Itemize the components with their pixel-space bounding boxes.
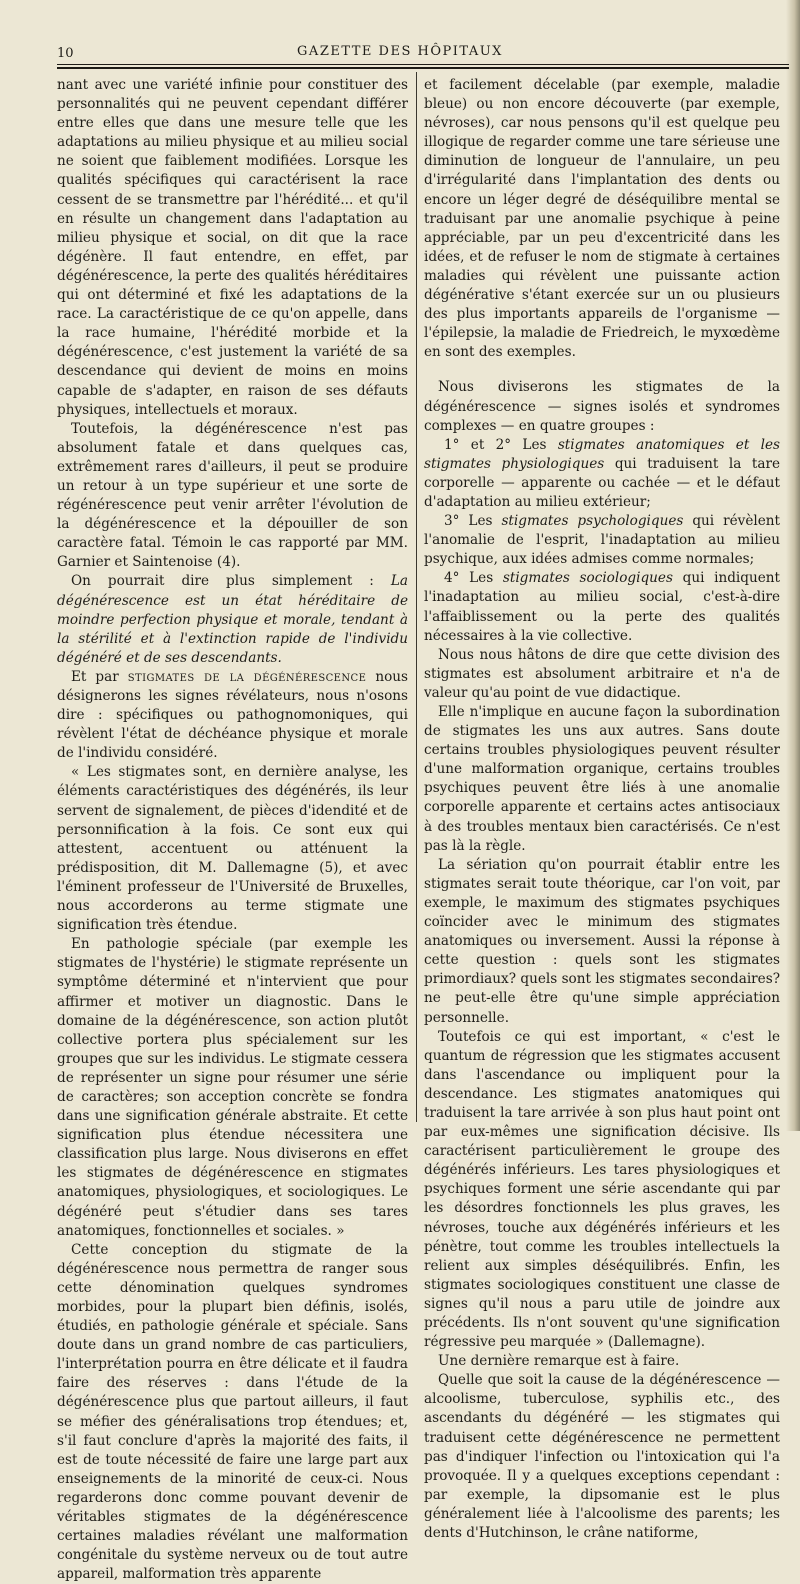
paragraph-definition: [57, 572, 408, 667]
header-rule-thick: [57, 67, 789, 69]
list-lead: 3° Les: [444, 513, 502, 530]
paragraph: En pathologie spéciale (par exemple les stigmates de l'hystérie) le stigmate représente un symptôme déterminé et n'intervient que pour affirmer et motiver un diagnostic. Dans le domaine de la dégénérescence, son action plutôt collective portera plus spécialement sur les groupes que sur les individus. Le stigmate cessera de représenter un signe pour résumer une série de caractères; son acception concrète se fondra dans une signification générale abstraite. Et cette signification plus étendue nécessitera une classification plus large. Nous diviserons en effet les stigmates de dégénérescence en stigmates anatomiques, physiologiques, et sociologiques. Le dégénéré peut s'étudier dans ses tares anatomiques, fonctionnelles et sociales. »: [57, 936, 408, 1239]
paragraph: Toutefois, la dégénérescence n'est pas absolument fatale et dans quelques cas, extrêmement rares d'ailleurs, il peut se produire un retour à un type supérieur et une sorte de régénérescence peut venir arrêter l'évolution de la dégénérescence et la dépouiller de son caractère fatal. Témoin le cas rapporté par MM. Garnier et Saintenoise (4).: [57, 420, 408, 571]
right-column: [424, 76, 780, 1543]
list-item-groups-1-2: [424, 436, 780, 512]
paragraph: Cette conception du stigmate de la dégénérescence nous permettra de ranger sous cette dénomination quelques syndromes morbides, pour la plupart bien définis, isolés, étudiés, en pathologie générale et spéciale. Sans doute dans un grand nombre de cas particuliers, l'interprétation pourra en être délicate et il faudra faire des réserves : dans l'étude de la dégénérescence plus que partout ailleurs, il faut se méfier des généralisations trop étendues; et, s'il faut conclure d'après la majorité des faits, il est de toute nécessité de faire une large part aux enseignements de la minorité de ceux-ci. Nous regarderons donc comme pouvant devenir de véritables stigmates de la dégénérescence certaines maladies révélant une malformation congénitale du système nerveux ou de tout autre appareil, malformation très apparente: [57, 1241, 408, 1583]
list-rest: qui révèlent l'anomalie de l'esprit, l'inadaptation au milieu psychique, aux idées admises comme normales;: [424, 513, 781, 568]
italic-definition: La dégénérescence est un état héréditaire de moindre perfection physique et morale, tendant à la stérilité et à l'extinction rapide de l'individu dégénéré et de ses descendants.: [57, 573, 408, 666]
italic-term: stigmates anatomiques et les stigmates physiologiques: [424, 436, 780, 472]
paragraph-quote: « Les stigmates sont, en dernière analyse, les éléments caractéristiques des dégénérés, ils leur servent de signalement, de pièces d'idendité et de personnification à la fois. Ce sont eux qui attestent, accentuent ou atténuent la prédisposition, dit M. Dallemagne (5), et avec l'éminent professeur de l'Université de Bruxelles, nous accorderons au terme stigmate une signification très étendue.: [57, 764, 408, 934]
page-number: 10: [57, 46, 74, 61]
paragraph-quote: Toutefois ce qui est important, « c'est le quantum de régression que les stigmates accusent dans l'ascendance ou impliquent pour la descendance. Les stigmates anatomiques qui traduisent la tare arrivée à son plus haut point ont par eux-mêmes une signification décisive. Ils caractérisent particulièrement le groupe des dégénérés inférieurs. Les tares physiologiques et psychiques forment une série ascendante qui par les désordres fonctionnels les plus graves, les névroses, touche aux dégénérés inférieurs et les pénètre, tout comme les troubles intellectuels la relient aux simples déséquilibrés. Enfin, les stigmates sociologiques constituent une classe de signes qu'il nous a paru utile de joindre aux précédents. Ils n'ont souvent qu'une signification régressive peu marquée » (Dallemagne).: [424, 1028, 780, 1351]
list-item-group-3: [424, 512, 780, 569]
running-head-title: GAZETTE DES HÔPITAUX: [297, 44, 503, 59]
italic-term: stigmates sociologiques: [502, 570, 673, 587]
paragraph: La sériation qu'on pourrait établir entre les stigmates serait toute théorique, car l'on voit, par exemple, le maximum des stigmates psychiques coïncider avec le minimum des stigmates anatomiques ou inversement. Aussi la réponse à cette question : quels sont les stigmates primordiaux? quels sont les stigmates secondaires? ne peut-elle être qu'une simple appréciation personnelle.: [424, 856, 780, 1026]
paragraph-rest: nous désignerons les signes révélateurs, nous n'osons dire : spécifiques ou pathognomoniques, qui révèlent l'état de déchéance physique et morale de l'individu considéré.: [57, 668, 408, 762]
paragraph: et facilement décelable (par exemple, maladie bleue) ou non encore découverte (par exemple, névroses), car nous pensons qu'il est quelque peu illogique de regarder comme une tare sérieuse une diminution de longueur de l'annulaire, un peu d'irrégularité dans l'implantation des dents ou encore un léger degré de déséquilibre mental se traduisant par une anomalie psychique à peine appréciable, par un peu d'excentricité dans les idées, et de refuser le nom de stigmate à certaines maladies qui révèlent une puissante action dégénérative s'étant exercée sur un ou plusieurs des plus importants appareils de l'organisme — l'épilepsie, la maladie de Friedreich, le myxœdème en sont des exemples.: [424, 77, 780, 361]
paragraph: Elle n'implique en aucune façon la subordination de stigmates les uns aux autres. Sans doute certains troubles physiologiques peuvent résulter d'une malformation organique, certains troubles psychiques peuvent être liés à une anomalie corporelle apparente et certains actes antisociaux à des troubles mentaux bien caractérisés. Ce n'est pas là la règle.: [424, 704, 780, 854]
paragraph: Une dernière remarque est à faire.: [438, 1353, 680, 1370]
list-item-group-4: [424, 569, 780, 645]
left-column: [57, 76, 408, 1584]
paragraph-stigmata-term: [57, 668, 408, 763]
list-rest: qui indiquent l'inadaptation au milieu social, c'est-à-dire l'affaiblissement ou la perte des qualités nécessaires à la vie collective.: [424, 570, 780, 644]
paragraph: nant avec une variété infinie pour constituer des personnalités qui ne peuvent cependant différer entre elles que dans une mesure telle que les adaptations au milieu physique et au milieu social ne soient que faiblement modifiées. Lorsque les qualités spécifiques qui caractérisent la race cessent de se transmettre par l'hérédité... et qu'il en résulte un changement dans l'adaptation au milieu physique et social, on dit que la race dégénère. Il faut entendre, en effet, par dégénérescence, la perte des qualités héréditaires qui ont déterminé et fixé les adaptations de la race. La caractéristique de ce qu'on appelle, dans la race humaine, l'hérédité morbide et la dégénérescence, c'est justement la variété de sa descendance qui devient de moins en moins capable de s'adapter, en raison de ses défauts physiques, intellectuels et moraux.: [57, 77, 408, 418]
header-rule-thin: [57, 64, 789, 65]
list-lead: 1° et 2° Les: [444, 436, 558, 453]
paragraph: Nous nous hâtons de dire que cette division des stigmates est absolument arbitraire et n'a de valeur qu'au point de vue didactique.: [424, 646, 780, 701]
column-divider: [416, 72, 417, 1122]
italic-term: stigmates psychologiques: [501, 513, 684, 530]
paragraph-lead: On pourrait dire plus simplement :: [71, 573, 391, 590]
paragraph-lead: Et par: [71, 668, 128, 685]
page-edge: [786, 0, 800, 1131]
list-lead: 4° Les: [444, 570, 503, 587]
paragraph: Nous diviserons les stigmates de la dégénérescence — signes isolés et syndromes complexes — en quatre groupes :: [424, 379, 780, 434]
list-rest: qui traduisent la tare corporelle — apparente ou cachée — et le défaut d'adaptation au milieu extérieur;: [424, 455, 780, 510]
paragraph: Quelle que soit la cause de la dégénérescence — alcoolisme, tuberculose, syphilis etc., des ascendants du dégénéré — les stigmates qui traduisent cette dégénérescence ne permettent pas d'indiquer l'infection ou l'intoxication qui l'a provoquée. Il y a quelques exceptions cependant : par exemple, la dipsomanie est le plus généralement liée à l'alcoolisme des parents; les dents d'Hutchinson, le crâne natiforme,: [424, 1372, 780, 1542]
small-caps-term: stigmates de la dégénérescence: [127, 668, 367, 685]
